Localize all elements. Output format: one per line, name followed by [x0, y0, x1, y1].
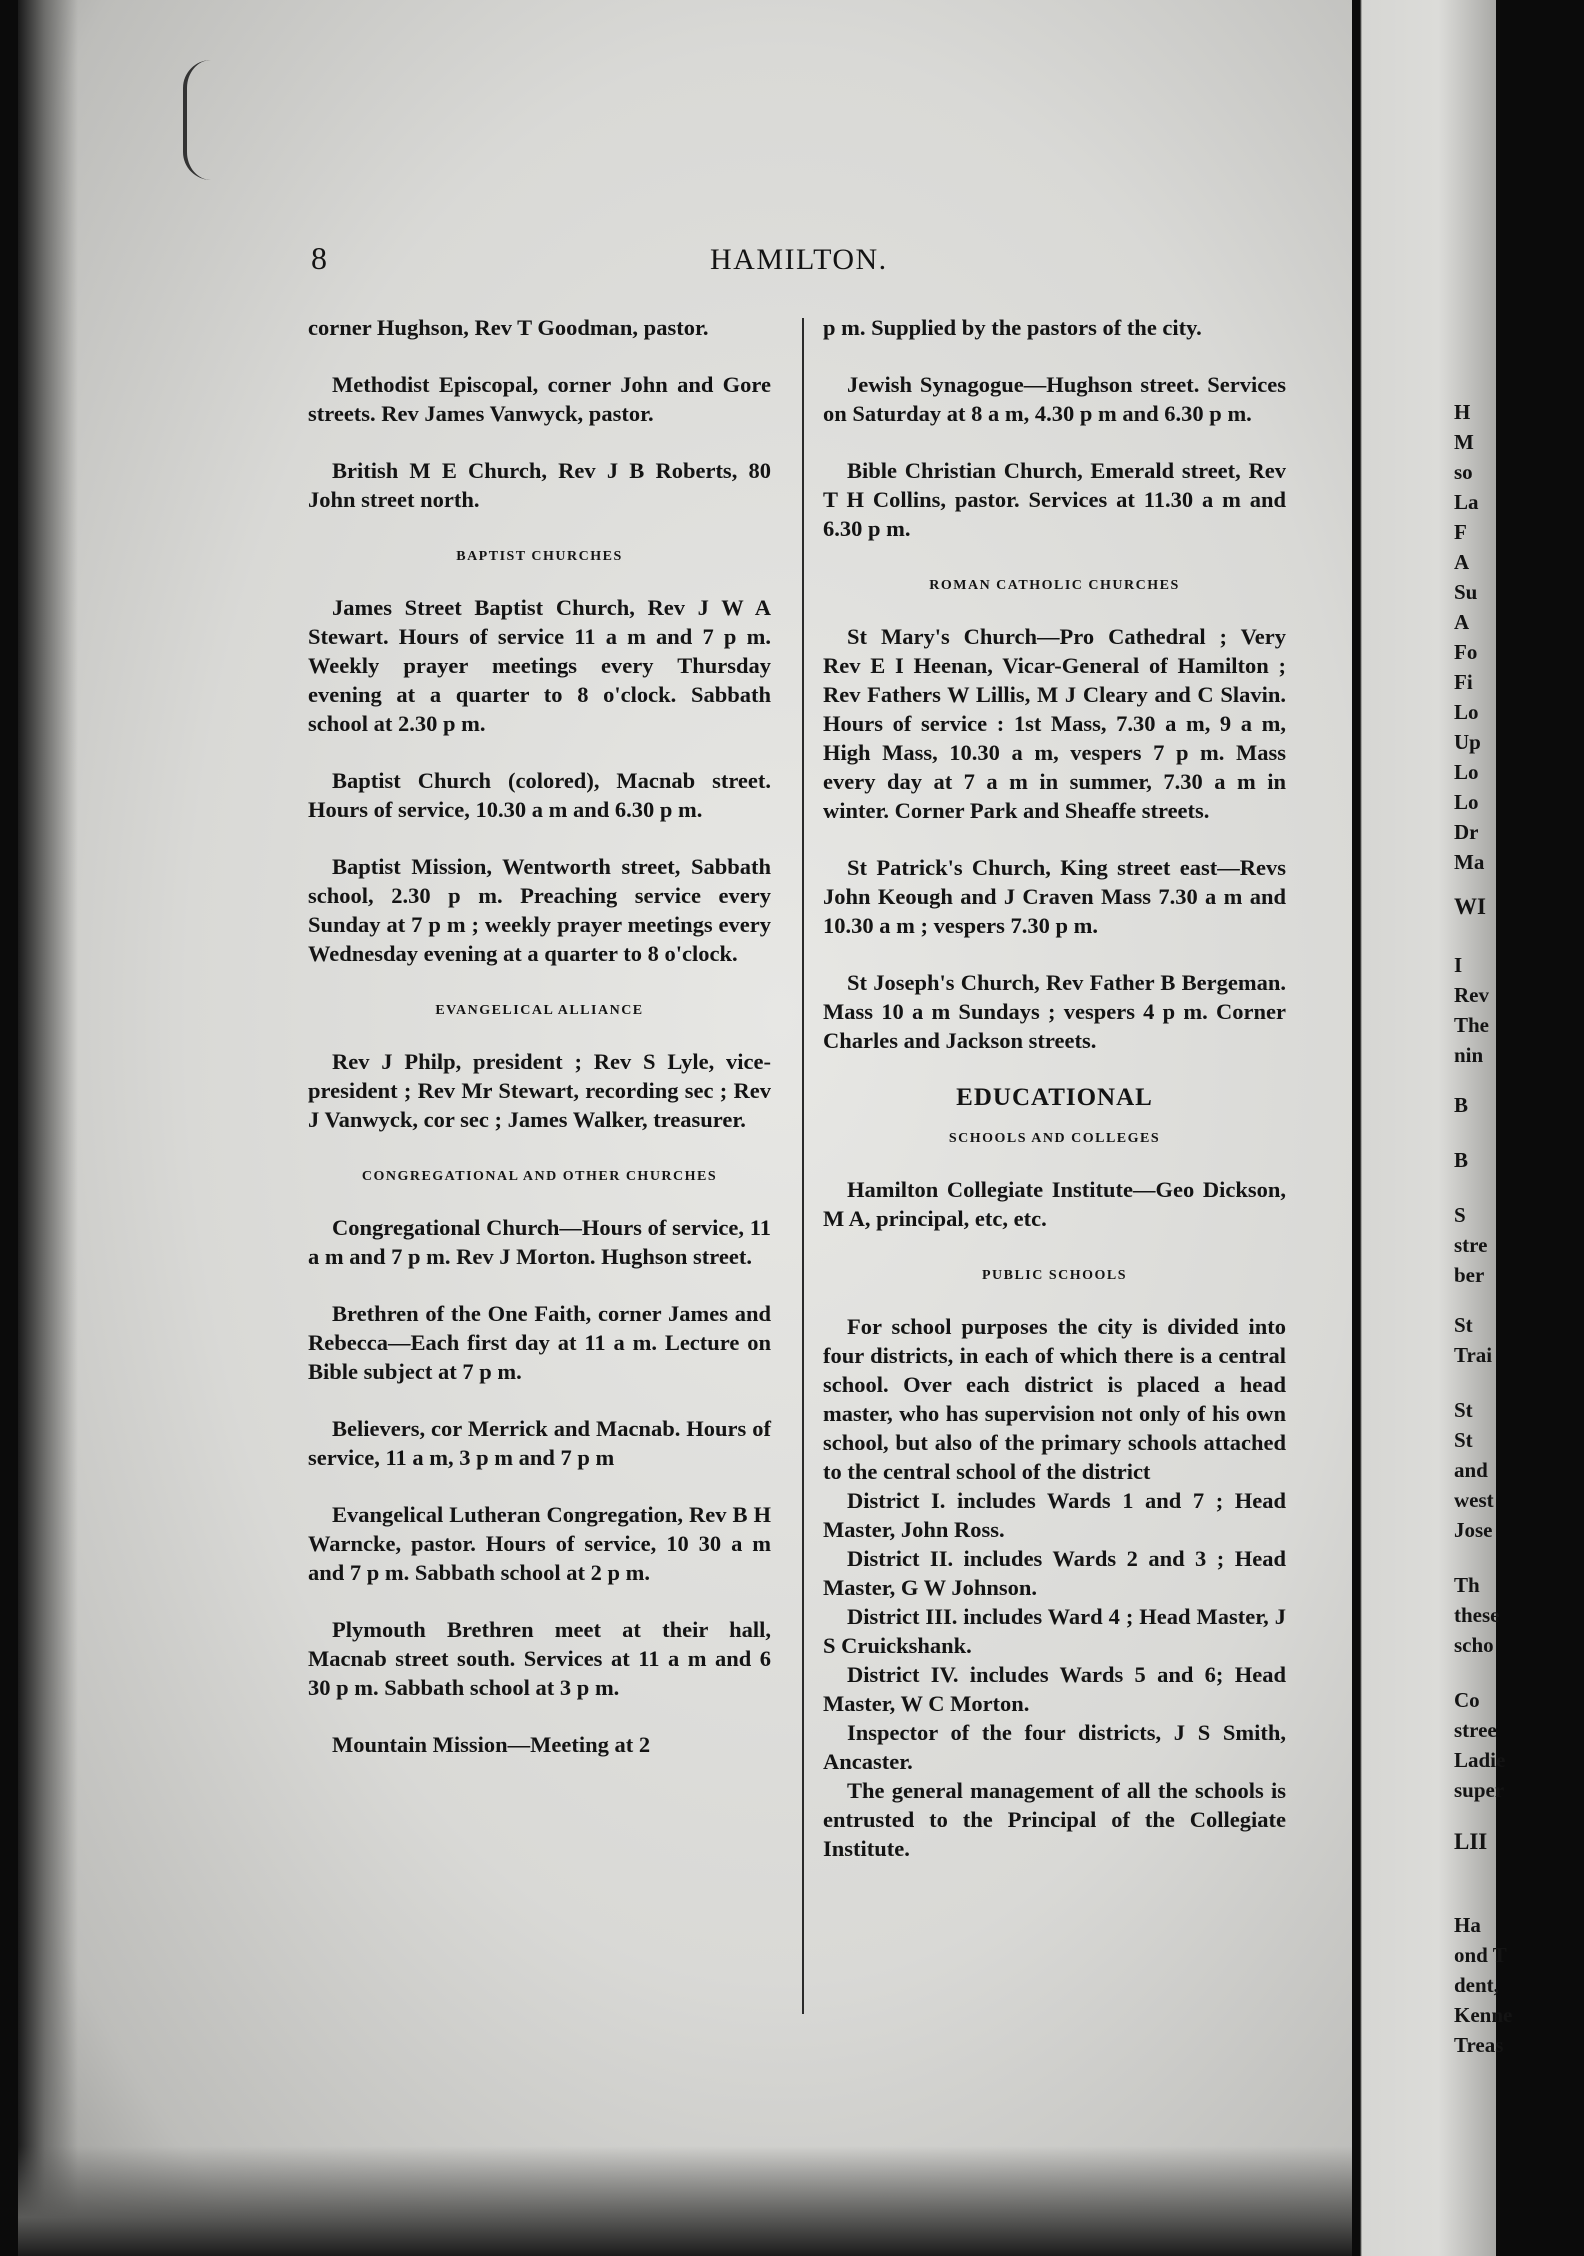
adjacent-page-fragment: Ladie — [1454, 1748, 1506, 1772]
adjacent-page-fragment: I — [1454, 953, 1463, 977]
adjacent-page-fragment: La — [1454, 490, 1479, 514]
directory-entry: District IV. includes Wards 5 and 6; Head Master, W C Morton. — [823, 1662, 1286, 1716]
book-page — [18, 0, 1403, 2256]
adjacent-page-fragment: Lo — [1454, 790, 1479, 814]
directory-entry: Evangelical Lutheran Congregation, Rev B H Warncke, pastor. Hours of service, 10 30 a m and 7 p m. Sabbath school at 2 p m. — [308, 1502, 771, 1585]
directory-entry: St Mary's Church—Pro Cathedral ; Very Rev E I Heenan, Vicar-General of Hamilton ; Rev Fathers W Lillis, M J Cleary and C Slavin. Hours of service : 1st Mass, 7.30 a m, 9 a m, High Mass, 10.30 a m, vespers 7 p m. Mass every day at 7 a m in summer, 7.30 a m in winter. Corner Park and Sheaffe streets. — [823, 624, 1286, 823]
directory-entry: Believers, cor Merrick and Macnab. Hours of service, 11 a m, 3 p m and 7 p m — [308, 1416, 771, 1470]
adjacent-page-fragment: Dr — [1454, 820, 1479, 844]
adjacent-page-fragment: these — [1454, 1603, 1500, 1627]
directory-entry: Rev J Philp, president ; Rev S Lyle, vice-president ; Rev Mr Stewart, recording sec ; Rev J Vanwyck, cor sec ; James Walker, treasurer. — [308, 1049, 771, 1132]
adjacent-page-fragment: M — [1454, 430, 1474, 454]
adjacent-page-fragment: ber — [1454, 1263, 1485, 1287]
directory-entry: Brethren of the One Faith, corner James and Rebecca—Each first day at 11 a m. Lecture on Bible subject at 7 p m. — [308, 1301, 771, 1384]
adjacent-page-fragment: WI — [1454, 894, 1486, 919]
section-subheading: BAPTIST CHURCHES — [456, 549, 623, 564]
adjacent-page-fragment: Trai — [1454, 1343, 1493, 1367]
adjacent-page-fragment: H — [1454, 400, 1471, 424]
adjacent-page-fragment: A — [1454, 610, 1470, 634]
directory-entry: Baptist Mission, Wentworth street, Sabbath school, 2.30 p m. Preaching service every Sunday at 7 p m ; weekly prayer meetings every Wednesday evening at a quarter to 8 o'clock. — [308, 854, 771, 966]
directory-entry: For school purposes the city is divided into four districts, in each of which there is a central school. Over each district is placed a head master, who has supervision not only of his own school, but also of the primary schools attached to the central school of the district — [823, 1314, 1286, 1484]
adjacent-page-edge — [1352, 0, 1513, 2256]
directory-entry: Hamilton Collegiate Institute—Geo Dickson, M A, principal, etc, etc. — [823, 1177, 1286, 1231]
page-bottom-shadow — [18, 2146, 1403, 2256]
directory-entry: Inspector of the four districts, J S Smith, Ancaster. — [823, 1720, 1286, 1774]
pencil-mark — [183, 60, 211, 180]
section-heading: EDUCATIONAL — [956, 1084, 1153, 1111]
adjacent-page-fragment: stree — [1454, 1718, 1497, 1742]
adjacent-page-fragment: Up — [1454, 730, 1481, 754]
adjacent-page-fragment: St — [1454, 1313, 1473, 1337]
adjacent-page-fragment: The — [1454, 1013, 1490, 1037]
adjacent-page-fragment: Lo — [1454, 760, 1479, 784]
adjacent-page-fragment: Su — [1454, 580, 1478, 604]
directory-entry: Jewish Synagogue—Hughson street. Services on Saturday at 8 a m, 4.30 p m and 6.30 p m. — [823, 372, 1286, 426]
adjacent-page-fragment: Jose — [1454, 1518, 1493, 1542]
directory-entry: Methodist Episcopal, corner John and Gore streets. Rev James Vanwyck, pastor. — [308, 372, 771, 426]
directory-entry: District III. includes Ward 4 ; Head Master, J S Cruickshank. — [823, 1604, 1286, 1658]
adjacent-page-fragment: Fi — [1454, 670, 1473, 694]
adjacent-page-fragment: scho — [1454, 1633, 1494, 1657]
adjacent-page-fragment: Treas — [1454, 2033, 1504, 2057]
adjacent-page-fragment: B — [1454, 1093, 1469, 1117]
section-subheading: PUBLIC SCHOOLS — [981, 1268, 1128, 1283]
page-number: 8 — [311, 240, 327, 276]
adjacent-page-fragment: ond T — [1454, 1943, 1507, 1967]
directory-entry: British M E Church, Rev J B Roberts, 80 John street north. — [308, 458, 771, 512]
directory-entry: James Street Baptist Church, Rev J W A Stewart. Hours of service 11 a m and 7 p m. Weekly prayer meetings every Thursday evening at a quarter to 8 o'clock. Sabbath school at 2.30 p m. — [308, 595, 771, 736]
section-subheading: CONGREGATIONAL AND OTHER CHURCHES — [361, 1169, 718, 1184]
left-column — [308, 313, 771, 1759]
directory-entry: Plymouth Brethren meet at their hall, Macnab street south. Services at 11 a m and 6 30 p m. Sabbath school at 3 p m. — [308, 1617, 771, 1700]
adjacent-page-fragment: west — [1454, 1488, 1494, 1512]
directory-entry: Baptist Church (colored), Macnab street. Hours of service, 10.30 a m and 6.30 p m. — [308, 768, 771, 822]
section-subheading: EVANGELICAL ALLIANCE — [435, 1003, 644, 1018]
directory-entry: corner Hughson, Rev T Goodman, pastor. — [308, 315, 709, 340]
directory-entry: St Patrick's Church, King street east—Revs John Keough and J Craven Mass 7.30 a m and 10.30 a m ; vespers 7.30 p m. — [823, 855, 1286, 938]
adjacent-page-fragment: super — [1454, 1778, 1505, 1802]
adjacent-page-fragment: S — [1454, 1203, 1466, 1227]
directory-entry: Bible Christian Church, Emerald street, Rev T H Collins, pastor. Services at 11.30 a m and 6.30 p m. — [823, 458, 1286, 541]
adjacent-page-fragment: stre — [1454, 1233, 1488, 1257]
adjacent-page-fragment: so — [1454, 460, 1473, 484]
adjacent-page-fragment: Ha — [1454, 1913, 1481, 1937]
directory-entry: St Joseph's Church, Rev Father B Bergeman. Mass 10 a m Sundays ; vespers 4 p m. Corner Charles and Jackson streets. — [823, 970, 1286, 1053]
directory-entry: p m. Supplied by the pastors of the city. — [823, 315, 1202, 340]
directory-entry: Congregational Church—Hours of service, 11 a m and 7 p m. Rev J Morton. Hughson street. — [308, 1215, 771, 1269]
adjacent-page-fragment: dent, — [1454, 1973, 1499, 1997]
directory-entry: District II. includes Wards 2 and 3 ; Head Master, G W Johnson. — [823, 1546, 1286, 1600]
right-column — [823, 313, 1286, 1863]
directory-entry: Mountain Mission—Meeting at 2 — [332, 1732, 651, 1757]
section-subheading: SCHOOLS AND COLLEGES — [948, 1131, 1161, 1146]
adjacent-page-fragment: B — [1454, 1148, 1469, 1172]
adjacent-page-fragment: and — [1454, 1458, 1488, 1482]
adjacent-page-fragment: nin — [1454, 1043, 1484, 1067]
adjacent-page-fragment: Co — [1454, 1688, 1480, 1712]
page-left-shadow — [18, 0, 78, 2256]
adjacent-page-fragment: St — [1454, 1398, 1473, 1422]
column-rule — [802, 318, 804, 2014]
adjacent-page-fragment: Th — [1454, 1573, 1480, 1597]
directory-entry: The general management of all the schools is entrusted to the Principal of the Collegiate Institute. — [823, 1778, 1286, 1861]
adjacent-page-fragment: Rev — [1454, 983, 1489, 1007]
adjacent-page-fragment: Kenne — [1454, 2003, 1513, 2027]
adjacent-page-fragment: Fo — [1454, 640, 1478, 664]
adjacent-page-fragment: F — [1454, 520, 1467, 544]
adjacent-page-fragment: A — [1454, 550, 1470, 574]
section-subheading: ROMAN CATHOLIC CHURCHES — [929, 578, 1180, 593]
adjacent-page-fragment: LII — [1454, 1829, 1488, 1854]
adjacent-page-fragment: St — [1454, 1428, 1473, 1452]
running-title: HAMILTON. — [710, 243, 888, 276]
adjacent-page-fragment: Lo — [1454, 700, 1479, 724]
adjacent-page-fragment: Ma — [1454, 850, 1485, 874]
directory-entry: District I. includes Wards 1 and 7 ; Head Master, John Ross. — [823, 1488, 1286, 1542]
